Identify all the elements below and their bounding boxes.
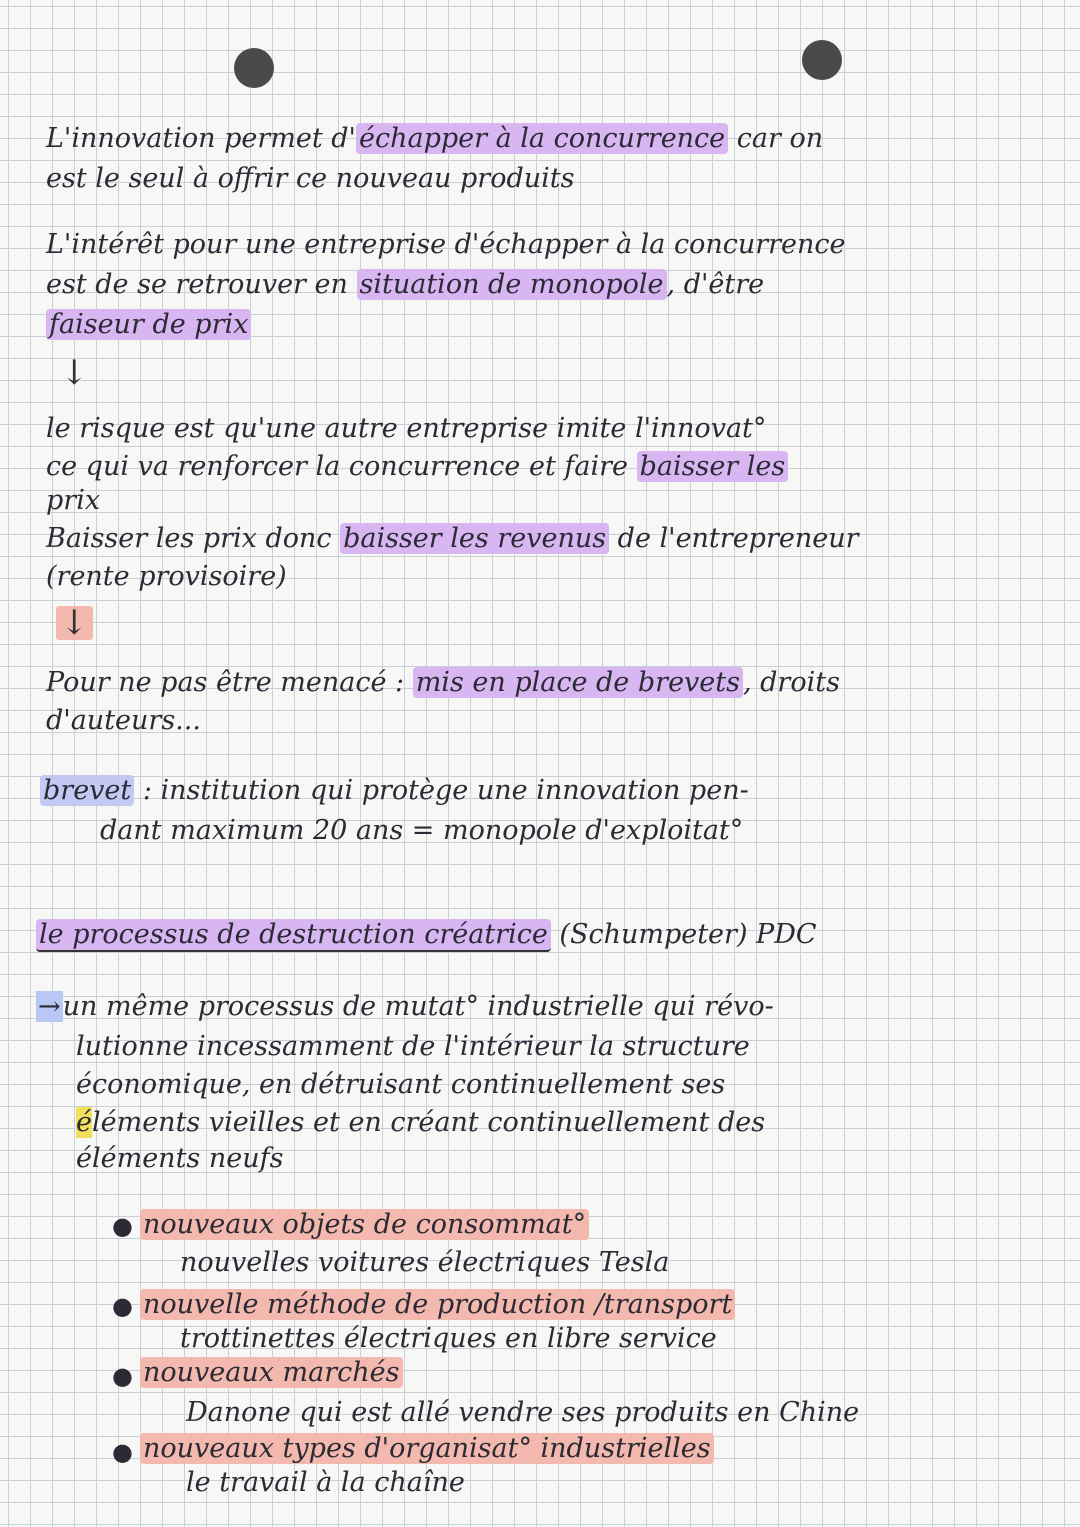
def-line3: économique, en détruisant continuellement ses [76, 1069, 726, 1100]
section-title [36, 918, 817, 952]
bullet-head-text: nouveaux objets de consommat° [140, 1209, 589, 1240]
bullet-head [140, 1432, 714, 1466]
bullet-head [140, 1208, 589, 1242]
highlight: baisser les [637, 451, 789, 482]
text: ce qui va renforcer la concurrence et faire [46, 451, 637, 482]
term-highlight: brevet [40, 775, 134, 806]
bullet-head [140, 1356, 403, 1390]
text: un même processus de mutat° industrielle qui révo- [62, 991, 774, 1022]
binder-hole-left [234, 48, 274, 88]
highlight: faiseur de prix [46, 309, 251, 340]
highlight: échapper à la concurrence [356, 123, 728, 154]
p2-line3 [46, 308, 251, 342]
text: : institution qui protège une innovation pen- [134, 775, 749, 806]
text: , droits [742, 667, 840, 698]
bullet-head-text: nouvelle méthode de production /transport [140, 1289, 735, 1320]
p3-line3: prix [46, 485, 101, 516]
def-line4 [76, 1106, 765, 1140]
text: L'innovation permet d' [46, 123, 356, 154]
p2-line2 [46, 268, 764, 302]
bullet-icon: ● [112, 1212, 133, 1240]
section-title-text: le processus de destruction créatrice [36, 919, 551, 952]
highlight: situation de monopole [357, 269, 667, 300]
right-arrow-icon: → [38, 991, 61, 1022]
down-arrow-icon: ↓ [60, 353, 89, 393]
p4-line2: d'auteurs... [46, 705, 201, 736]
p2-line1: L'intérêt pour une entreprise d'échapper à la concurrence [46, 229, 846, 260]
bullet-example: nouvelles voitures électriques Tesla [180, 1247, 670, 1278]
bullet-example: le travail à la chaîne [186, 1467, 465, 1498]
highlight: baisser les revenus [340, 523, 609, 554]
bullet-example: trottinettes électriques en libre service [180, 1323, 717, 1354]
bullet-icon: ● [112, 1292, 133, 1320]
bullet-example: Danone qui est allé vendre ses produits en Chine [186, 1397, 860, 1428]
p3-line2 [46, 450, 788, 484]
text: léments vieilles et en créant continuellement des [91, 1107, 766, 1138]
bullet-head-text: nouveaux marchés [140, 1357, 403, 1388]
yellow-mark: é [76, 1107, 92, 1138]
def-line5: éléments neufs [76, 1143, 284, 1174]
p3-line5: (rente provisoire) [46, 561, 287, 592]
text: de l'entrepreneur [609, 523, 859, 554]
binder-hole-right [802, 40, 842, 80]
def-line1 [36, 990, 774, 1024]
bullet-head [140, 1288, 735, 1322]
bullet-head-text: nouveaux types d'organisat° industrielles [140, 1433, 714, 1464]
text: Pour ne pas être menacé : [46, 667, 413, 698]
p3-line4 [46, 522, 859, 556]
p5-line1 [40, 774, 749, 808]
section-title-suffix: (Schumpeter) PDC [550, 919, 817, 950]
highlight: mis en place de brevets [413, 667, 743, 698]
text: Baisser les prix donc [46, 523, 341, 554]
p1-line2: est le seul à offrir ce nouveau produits [46, 163, 575, 194]
text: , d'être [666, 269, 765, 300]
p4-line1 [46, 666, 840, 700]
bullet-icon: ● [112, 1362, 133, 1390]
text: est de se retrouver en [46, 269, 357, 300]
p3-line1: le risque est qu'une autre entreprise imite l'innovat° [46, 413, 767, 444]
def-line2: lutionne incessamment de l'intérieur la structure [76, 1031, 750, 1062]
down-arrow-icon: ↓ [56, 606, 93, 640]
p5-line2: dant maximum 20 ans = monopole d'exploitat° [100, 815, 744, 846]
text: car on [728, 123, 824, 154]
p1-line1 [46, 122, 823, 156]
bullet-icon: ● [112, 1438, 133, 1466]
